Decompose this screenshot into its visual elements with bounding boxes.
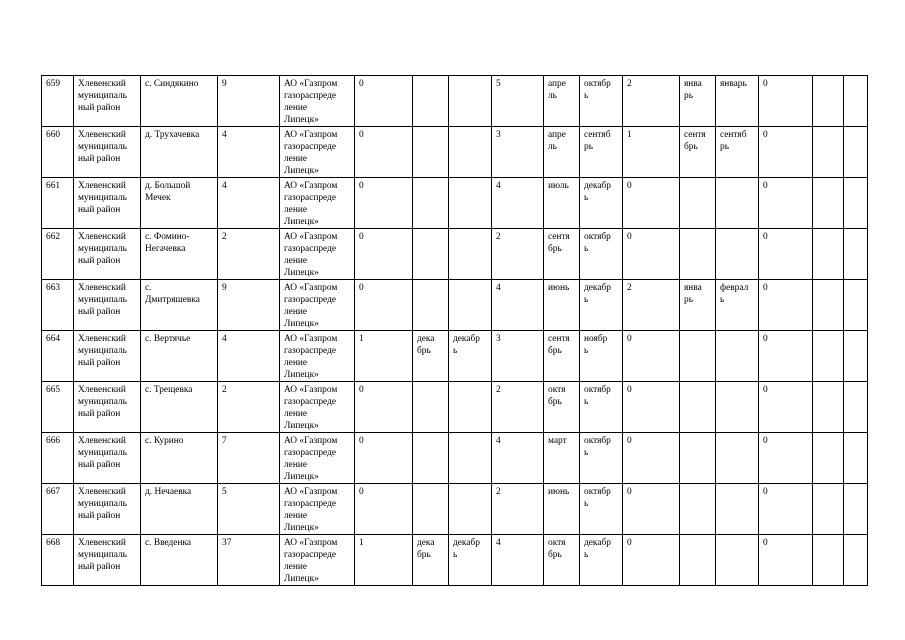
col-17-cell bbox=[844, 433, 868, 484]
district-cell: Хлевенский муниципаль ный район bbox=[74, 382, 141, 433]
col-8-cell bbox=[449, 229, 492, 280]
col-14-cell: январь bbox=[716, 76, 759, 127]
col-14-cell bbox=[716, 535, 759, 586]
col-9-cell: 2 bbox=[492, 382, 544, 433]
col-16-cell bbox=[813, 229, 844, 280]
organization-cell: АО «Газпром газораспреде ление Липецк» bbox=[280, 484, 355, 535]
col-16-cell bbox=[813, 178, 844, 229]
col-12-cell: 0 bbox=[623, 484, 680, 535]
row-number-cell: 666 bbox=[42, 433, 74, 484]
table-row bbox=[42, 433, 868, 484]
organization-cell: АО «Газпром газораспреде ление Липецк» bbox=[280, 229, 355, 280]
col-16-cell bbox=[813, 280, 844, 331]
table-row bbox=[42, 127, 868, 178]
col-10-cell: апре ль bbox=[544, 127, 580, 178]
col-10-cell: сентя брь bbox=[544, 331, 580, 382]
col-6-cell: 0 bbox=[355, 382, 413, 433]
col-10-cell: октя брь bbox=[544, 535, 580, 586]
col-17-cell bbox=[844, 280, 868, 331]
col-15-cell: 0 bbox=[759, 127, 813, 178]
col-15-cell: 0 bbox=[759, 280, 813, 331]
table-row bbox=[42, 178, 868, 229]
col-17-cell bbox=[844, 535, 868, 586]
col-7-cell: дека брь bbox=[413, 535, 449, 586]
col-9-cell: 4 bbox=[492, 280, 544, 331]
col-10-cell: сентя брь bbox=[544, 229, 580, 280]
row-number-cell: 665 bbox=[42, 382, 74, 433]
col-7-cell: дека брь bbox=[413, 331, 449, 382]
col-11-cell: октябр ь bbox=[580, 484, 623, 535]
col-6-cell: 0 bbox=[355, 178, 413, 229]
district-cell: Хлевенский муниципаль ный район bbox=[74, 127, 141, 178]
count-cell: 9 bbox=[218, 76, 280, 127]
col-17-cell bbox=[844, 382, 868, 433]
count-cell: 4 bbox=[218, 127, 280, 178]
col-16-cell bbox=[813, 76, 844, 127]
col-15-cell: 0 bbox=[759, 178, 813, 229]
settlement-cell: с. Синдякино bbox=[141, 76, 218, 127]
col-13-cell bbox=[680, 229, 716, 280]
col-13-cell bbox=[680, 433, 716, 484]
col-9-cell: 2 bbox=[492, 229, 544, 280]
col-8-cell bbox=[449, 280, 492, 331]
col-11-cell: ноябр ь bbox=[580, 331, 623, 382]
table-row bbox=[42, 484, 868, 535]
col-13-cell: янва рь bbox=[680, 76, 716, 127]
col-17-cell bbox=[844, 484, 868, 535]
col-14-cell bbox=[716, 331, 759, 382]
col-8-cell bbox=[449, 178, 492, 229]
settlement-cell: д. Нечаевка bbox=[141, 484, 218, 535]
col-10-cell: апре ль bbox=[544, 76, 580, 127]
col-15-cell: 0 bbox=[759, 331, 813, 382]
col-9-cell: 3 bbox=[492, 331, 544, 382]
col-8-cell bbox=[449, 382, 492, 433]
col-6-cell: 1 bbox=[355, 535, 413, 586]
organization-cell: АО «Газпром газораспреде ление Липецк» bbox=[280, 382, 355, 433]
col-12-cell: 0 bbox=[623, 331, 680, 382]
organization-cell: АО «Газпром газораспреде ление Липецк» bbox=[280, 127, 355, 178]
table-row bbox=[42, 280, 868, 331]
col-11-cell: октябр ь bbox=[580, 433, 623, 484]
col-12-cell: 2 bbox=[623, 280, 680, 331]
district-cell: Хлевенский муниципаль ный район bbox=[74, 280, 141, 331]
col-8-cell bbox=[449, 484, 492, 535]
row-number-cell: 664 bbox=[42, 331, 74, 382]
table-row bbox=[42, 535, 868, 586]
col-8-cell bbox=[449, 76, 492, 127]
col-10-cell: март bbox=[544, 433, 580, 484]
col-6-cell: 0 bbox=[355, 229, 413, 280]
col-17-cell bbox=[844, 178, 868, 229]
col-15-cell: 0 bbox=[759, 535, 813, 586]
organization-cell: АО «Газпром газораспреде ление Липецк» bbox=[280, 178, 355, 229]
col-11-cell: декабр ь bbox=[580, 280, 623, 331]
col-16-cell bbox=[813, 433, 844, 484]
gasification-table bbox=[41, 75, 868, 586]
col-10-cell: июнь bbox=[544, 484, 580, 535]
col-12-cell: 2 bbox=[623, 76, 680, 127]
organization-cell: АО «Газпром газораспреде ление Липецк» bbox=[280, 76, 355, 127]
col-16-cell bbox=[813, 484, 844, 535]
col-11-cell: декабр ь bbox=[580, 178, 623, 229]
table-row bbox=[42, 331, 868, 382]
col-9-cell: 4 bbox=[492, 178, 544, 229]
col-11-cell: декабр ь bbox=[580, 535, 623, 586]
col-12-cell: 0 bbox=[623, 433, 680, 484]
col-12-cell: 0 bbox=[623, 229, 680, 280]
col-13-cell bbox=[680, 382, 716, 433]
col-16-cell bbox=[813, 535, 844, 586]
col-6-cell: 0 bbox=[355, 127, 413, 178]
count-cell: 4 bbox=[218, 331, 280, 382]
col-6-cell: 0 bbox=[355, 76, 413, 127]
organization-cell: АО «Газпром газораспреде ление Липецк» bbox=[280, 433, 355, 484]
col-7-cell bbox=[413, 229, 449, 280]
col-8-cell bbox=[449, 127, 492, 178]
table-row bbox=[42, 76, 868, 127]
col-16-cell bbox=[813, 382, 844, 433]
row-number-cell: 659 bbox=[42, 76, 74, 127]
col-8-cell bbox=[449, 433, 492, 484]
col-16-cell bbox=[813, 127, 844, 178]
row-number-cell: 667 bbox=[42, 484, 74, 535]
col-7-cell bbox=[413, 76, 449, 127]
settlement-cell: с. Дмитряшевка bbox=[141, 280, 218, 331]
count-cell: 2 bbox=[218, 229, 280, 280]
col-10-cell: октя брь bbox=[544, 382, 580, 433]
settlement-cell: с. Курино bbox=[141, 433, 218, 484]
col-7-cell bbox=[413, 484, 449, 535]
col-14-cell bbox=[716, 178, 759, 229]
col-6-cell: 0 bbox=[355, 484, 413, 535]
col-13-cell bbox=[680, 331, 716, 382]
col-7-cell bbox=[413, 280, 449, 331]
settlement-cell: д. Трухачевка bbox=[141, 127, 218, 178]
col-13-cell: сентя брь bbox=[680, 127, 716, 178]
district-cell: Хлевенский муниципаль ный район bbox=[74, 229, 141, 280]
col-9-cell: 4 bbox=[492, 433, 544, 484]
col-14-cell bbox=[716, 484, 759, 535]
col-7-cell bbox=[413, 178, 449, 229]
col-8-cell: декабр ь bbox=[449, 331, 492, 382]
col-13-cell bbox=[680, 484, 716, 535]
table-row bbox=[42, 382, 868, 433]
organization-cell: АО «Газпром газораспреде ление Липецк» bbox=[280, 280, 355, 331]
count-cell: 9 bbox=[218, 280, 280, 331]
district-cell: Хлевенский муниципаль ный район bbox=[74, 433, 141, 484]
col-6-cell: 1 bbox=[355, 331, 413, 382]
row-number-cell: 668 bbox=[42, 535, 74, 586]
count-cell: 2 bbox=[218, 382, 280, 433]
col-6-cell: 0 bbox=[355, 433, 413, 484]
settlement-cell: с. Введенка bbox=[141, 535, 218, 586]
col-11-cell: октябр ь bbox=[580, 76, 623, 127]
col-14-cell bbox=[716, 382, 759, 433]
col-7-cell bbox=[413, 127, 449, 178]
settlement-cell: с. Вертячье bbox=[141, 331, 218, 382]
col-9-cell: 5 bbox=[492, 76, 544, 127]
col-12-cell: 0 bbox=[623, 178, 680, 229]
col-7-cell bbox=[413, 433, 449, 484]
col-12-cell: 1 bbox=[623, 127, 680, 178]
table-row bbox=[42, 229, 868, 280]
organization-cell: АО «Газпром газораспреде ление Липецк» bbox=[280, 535, 355, 586]
col-17-cell bbox=[844, 76, 868, 127]
col-14-cell: сентяб рь bbox=[716, 127, 759, 178]
col-11-cell: октябр ь bbox=[580, 382, 623, 433]
col-14-cell: феврал ь bbox=[716, 280, 759, 331]
col-9-cell: 2 bbox=[492, 484, 544, 535]
count-cell: 7 bbox=[218, 433, 280, 484]
district-cell: Хлевенский муниципаль ный район bbox=[74, 535, 141, 586]
col-13-cell bbox=[680, 178, 716, 229]
col-11-cell: октябр ь bbox=[580, 229, 623, 280]
count-cell: 37 bbox=[218, 535, 280, 586]
col-14-cell bbox=[716, 229, 759, 280]
count-cell: 4 bbox=[218, 178, 280, 229]
row-number-cell: 662 bbox=[42, 229, 74, 280]
col-17-cell bbox=[844, 229, 868, 280]
col-12-cell: 0 bbox=[623, 382, 680, 433]
col-12-cell: 0 bbox=[623, 535, 680, 586]
col-15-cell: 0 bbox=[759, 382, 813, 433]
col-9-cell: 4 bbox=[492, 535, 544, 586]
col-14-cell bbox=[716, 433, 759, 484]
district-cell: Хлевенский муниципаль ный район bbox=[74, 178, 141, 229]
col-15-cell: 0 bbox=[759, 76, 813, 127]
col-10-cell: июнь bbox=[544, 280, 580, 331]
row-number-cell: 663 bbox=[42, 280, 74, 331]
col-7-cell bbox=[413, 382, 449, 433]
settlement-cell: с. Трещевка bbox=[141, 382, 218, 433]
row-number-cell: 661 bbox=[42, 178, 74, 229]
col-11-cell: сентяб рь bbox=[580, 127, 623, 178]
col-15-cell: 0 bbox=[759, 484, 813, 535]
district-cell: Хлевенский муниципаль ный район bbox=[74, 484, 141, 535]
col-10-cell: июль bbox=[544, 178, 580, 229]
col-17-cell bbox=[844, 127, 868, 178]
row-number-cell: 660 bbox=[42, 127, 74, 178]
col-15-cell: 0 bbox=[759, 433, 813, 484]
settlement-cell: с. Фомино- Негачевка bbox=[141, 229, 218, 280]
count-cell: 5 bbox=[218, 484, 280, 535]
col-9-cell: 3 bbox=[492, 127, 544, 178]
col-16-cell bbox=[813, 331, 844, 382]
district-cell: Хлевенский муниципаль ный район bbox=[74, 331, 141, 382]
organization-cell: АО «Газпром газораспреде ление Липецк» bbox=[280, 331, 355, 382]
col-6-cell: 0 bbox=[355, 280, 413, 331]
col-8-cell: декабр ь bbox=[449, 535, 492, 586]
col-15-cell: 0 bbox=[759, 229, 813, 280]
col-13-cell bbox=[680, 535, 716, 586]
col-17-cell bbox=[844, 331, 868, 382]
settlement-cell: д. Большой Мечек bbox=[141, 178, 218, 229]
col-13-cell: янва рь bbox=[680, 280, 716, 331]
district-cell: Хлевенский муниципаль ный район bbox=[74, 76, 141, 127]
